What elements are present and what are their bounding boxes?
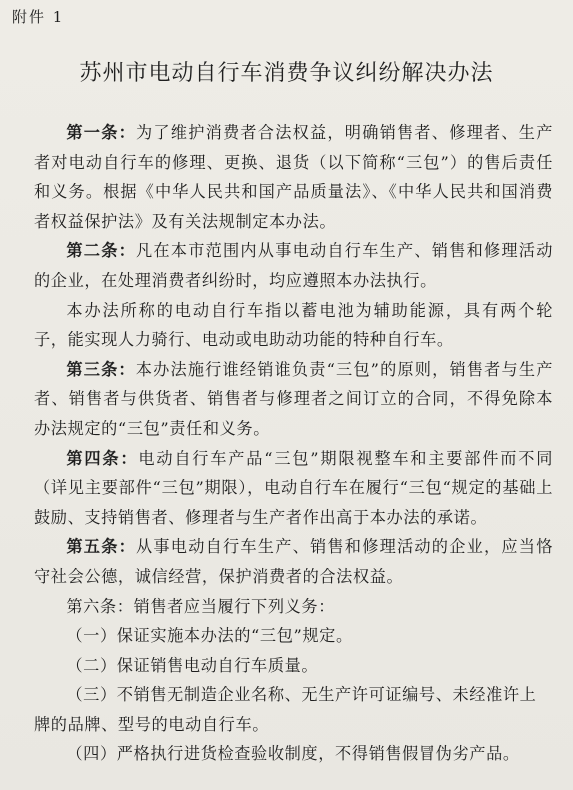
article-3 bbox=[34, 355, 553, 444]
article-label: 第三条： bbox=[66, 359, 136, 379]
article-2 bbox=[34, 236, 553, 295]
article-label: 第五条： bbox=[66, 537, 136, 557]
article-text: 凡在本市范围内从事电动自行车生产、销售和修理活动的企业，在处理消费者纠纷时，均应遵照本办法执行。 bbox=[34, 241, 553, 290]
article-text: 电动自行车产品“三包”期限视整车和主要部件而不同（详见主要部件“三包”期限），电动自行车在履行“三包“规定的基础上鼓励、支持销售者、修理者与生产者作出高于本办法的承诺。 bbox=[34, 448, 553, 527]
article-1 bbox=[34, 118, 553, 236]
article-text: 本办法施行谁经销谁负责“三包”的原则，销售者与生产者、销售者与供货者、销售者与修理者之间订立的合同，不得免除本办法规定的“三包”责任和义务。 bbox=[34, 359, 553, 438]
article-label: 第二条： bbox=[66, 241, 136, 261]
article-text: 本办法所称的电动自行车指以蓄电池为辅助能源，具有两个轮子，能实现人力骑行、电动或电助动功能的特种自行车。 bbox=[34, 300, 553, 350]
article-6 bbox=[34, 592, 553, 622]
article-label: 第四条： bbox=[66, 448, 139, 468]
document-body bbox=[34, 118, 553, 769]
document-title: 苏州市电动自行车消费争议纠纷解决办法 bbox=[79, 61, 494, 86]
article-2-definition bbox=[34, 296, 553, 355]
attachment-label: 附件 1 bbox=[12, 8, 65, 26]
article-text: 第六条：销售者应当履行下列义务： bbox=[66, 596, 335, 616]
article-text: 从事电动自行车生产、销售和修理活动的企业，应当恪守社会公德，诚信经营，保护消费者的合法权益。 bbox=[34, 537, 553, 586]
article-text: 为了维护消费者合法权益，明确销售者、修理者、生产者对电动自行车的修理、更换、退货（以下简称“三包”）的售后责任和义务。根据《中华人民共和国产品质量法》、《中华人民共和国消费者权益保护法》及有关法规制定本办法。 bbox=[34, 123, 553, 231]
article-5 bbox=[34, 532, 553, 591]
list-item: （四）严格执行进货检查验收制度，不得销售假冒伪劣产品。 bbox=[66, 744, 520, 764]
list-item: （三）不销售无制造企业名称、无生产许可证编号、未经准许上牌的品牌、型号的电动自行车。 bbox=[34, 685, 537, 734]
article-4 bbox=[34, 444, 553, 533]
list-item: （一）保证实施本办法的“三包”规定。 bbox=[66, 626, 353, 646]
list-item: （二）保证销售电动自行车质量。 bbox=[66, 655, 319, 675]
article-label: 第一条： bbox=[66, 123, 136, 142]
